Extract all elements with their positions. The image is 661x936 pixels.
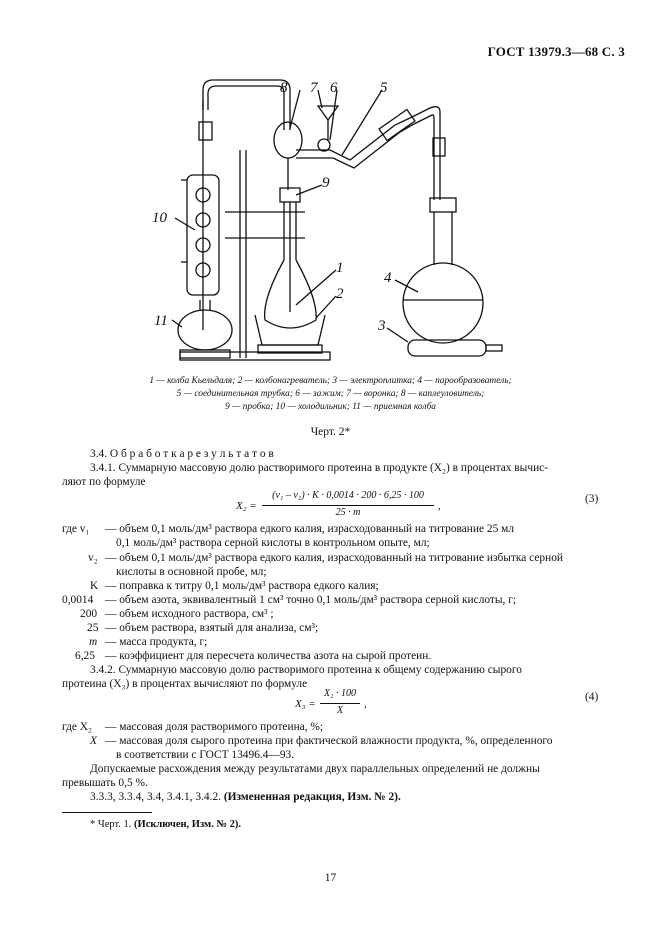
def-sym: K [90, 580, 99, 592]
def-text: — объем 0,1 моль/дм³ раствора едкого калия, израсходованный на титрование 25 мл [105, 523, 515, 535]
def-text: — коэффициент для пересчета количества азота на сырой протеин. [105, 650, 432, 662]
def-text: — объем 0,1 моль/дм³ раствора едкого калия, израсходованный на титрование избытка серной [105, 552, 564, 564]
formula-4-tail: , [364, 698, 367, 710]
apparatus-figure [0, 0, 661, 380]
footnote-status: (Исключен, Изм. № 2). [134, 819, 241, 830]
amendment-status: (Измененная редакция, Изм. № 2). [223, 791, 401, 803]
section-title: 3.4. О б р а б о т к а р е з у л ь т а т о в [90, 448, 274, 460]
callout-6: 6 [330, 80, 338, 96]
def2-text: — массовая доля сырого протеина при фактической влажности продукта, %, определенного [105, 735, 553, 747]
formula-4-fraction-bar [320, 703, 360, 704]
tolerance-line-2: превышать 0,5 %. [62, 777, 148, 789]
formula-3-denominator: 25 · m [335, 507, 361, 518]
tolerance-line-1: Допускаемые расхождения между результатами двух параллельных определений не должны [90, 763, 540, 775]
callout-2: 2 [336, 286, 344, 302]
callout-3: 3 [378, 318, 386, 334]
paragraph-341-line-1: 3.4.1. Суммарную массовую долю растворимого протеина в продукте (X₂) в процентах вычис- [90, 462, 549, 474]
callout-1: 1 [336, 260, 344, 276]
callout-8: 8 [280, 80, 288, 96]
figure-legend-line-2: 5 — соединительная трубка; 6 — зажим; 7 — воронка; 8 — каплеуловитель; [176, 389, 485, 399]
callout-4: 4 [384, 270, 392, 286]
def-text: — поправка к титру 0,1 моль/дм³ раствора едкого калия; [105, 580, 379, 592]
def-text: — масса продукта, г; [105, 636, 208, 648]
def-text: 0,1 моль/дм³ раствора серной кислоты в контрольном опыте, мл; [116, 537, 430, 549]
figure-legend-line-3: 9 — пробка; 10 — холодильник; 11 — приемная колба [225, 402, 436, 412]
def-text: кислоты в основной пробе, мл; [116, 566, 267, 578]
def-sym: 0,0014 [62, 594, 94, 606]
formula-4-lhs: X₃ = [295, 698, 316, 710]
callout-9: 9 [322, 175, 330, 191]
formula-4-numerator: X₂ · 100 [323, 688, 357, 699]
paragraph-342-line-1: 3.4.2. Суммарную массовую долю растворимого протеина к общему содержанию сырого [90, 664, 522, 676]
formula-3-number: (3) [585, 493, 599, 505]
formula-3-numerator: (v₁ – v₂) · K · 0,0014 · 200 · 6,25 · 100 [272, 490, 424, 501]
figure-legend-line-1: 1 — колба Кьельдаля; 2 — колбонагреватель; 3 — электроплитка; 4 — парообразователь; [149, 376, 512, 386]
amendment-clauses: 3.3.3, 3.3.4, 3.4, 3.4.1, 3.4.2. [90, 791, 221, 803]
def-text: — объем исходного раствора, см³ ; [105, 608, 274, 620]
def2-text: — массовая доля растворимого протеина, %; [105, 721, 324, 733]
def2-text: в соответствии с ГОСТ 13496.4—93. [116, 749, 295, 761]
def2-sym: где X₂ [62, 721, 93, 733]
formula-3-lhs: X₂ = [236, 500, 257, 512]
callout-10: 10 [152, 210, 167, 226]
formula-4-number: (4) [585, 691, 599, 703]
def-text: — объем раствора, взятый для анализа, см³; [105, 622, 319, 634]
def-sym: 200 [80, 608, 98, 620]
formula-3-tail: , [438, 500, 441, 512]
def-sym: m [89, 636, 98, 648]
page-header: ГОСТ 13979.3—68 С. 3 [487, 44, 625, 59]
def-sym: v₂ [88, 552, 98, 564]
def-sym: 25 [87, 622, 99, 634]
def-sym: где v₁ [62, 523, 90, 535]
callout-11: 11 [154, 313, 168, 329]
formula-3-fraction-bar [262, 505, 434, 506]
footnote-ref: * Черт. 1. [90, 819, 132, 830]
callout-5: 5 [380, 80, 388, 96]
footnote-rule [62, 812, 152, 813]
def-text: — объем азота, эквивалентный 1 см³ точно 0,1 моль/дм³ раствора серной кислоты, г; [105, 594, 517, 606]
formula-4-denominator: X [336, 705, 344, 716]
page-number: 17 [324, 872, 337, 884]
amendment-note [90, 790, 401, 804]
def2-sym: X [90, 735, 97, 747]
footnote [90, 818, 241, 832]
paragraph-341-line-2: ляют по формуле [62, 476, 146, 488]
paragraph-342-line-2: протеина (X₃) в процентах вычисляют по формуле [62, 678, 308, 690]
figure-caption: Черт. 2* [310, 426, 351, 438]
def-sym: 6,25 [75, 650, 95, 662]
callout-7: 7 [310, 80, 318, 96]
